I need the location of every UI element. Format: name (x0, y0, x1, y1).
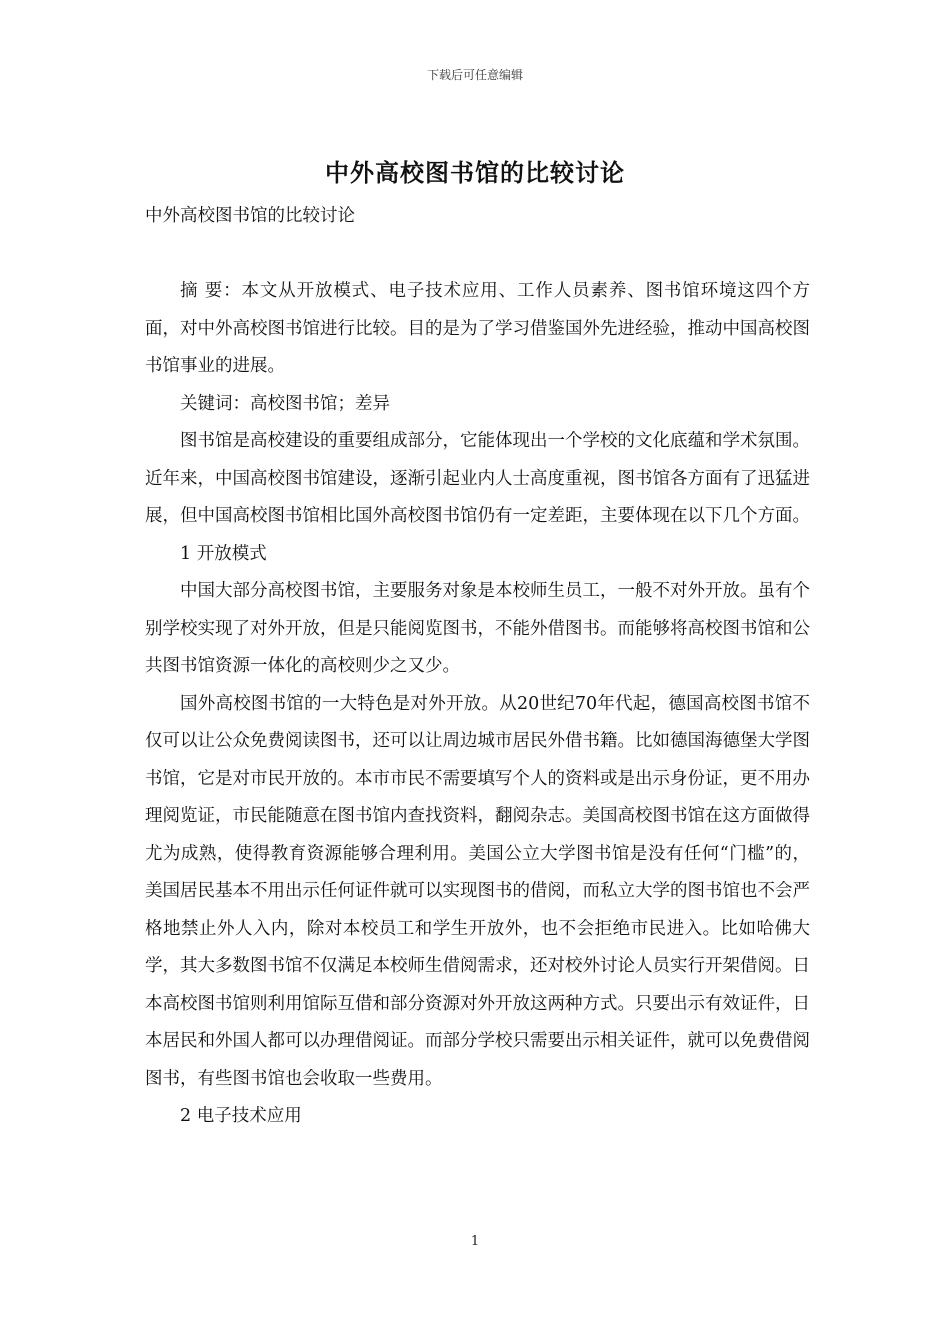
document-body (145, 198, 810, 1136)
document-title: 中外高校图书馆的比较讨论 (325, 158, 625, 187)
blank-line (145, 236, 810, 274)
intro-paragraph: 图书馆是高校建设的重要组成部分，它能体现出一个学校的文化底蕴和学术氛围。近年来，中国高校图书馆建设，逐渐引起业内人士高度重视，图书馆各方面有了迅猛进展，但中国高校图书馆相比国外高校图书馆仍有一定差距，主要体现在以下几个方面。 (145, 431, 810, 526)
section-1-paragraph-2: 国外高校图书馆的一大特色是对外开放。从20世纪70年代起，德国高校图书馆不仅可以让公众免费阅读图书，还可以让周边城市居民外借书籍。比如德国海德堡大学图书馆，它是对市民开放的。本市市民不需要填写个人的资料或是出示身份证，更不用办理阅览证，市民能随意在图书馆内查找资料，翻阅杂志。美国高校图书馆在这方面做得尤为成熟，使得教育资源能够合理利用。美国公立大学图书馆是没有任何“门槛”的，美国居民基本不用出示任何证件就可以实现图书的借阅，而私立大学的图书馆也不会严格地禁止外人入内，除对本校员工和学生开放外，也不会拒绝市民进入。比如哈佛大学，其大多数图书馆不仅满足本校师生借阅需求，还对校外讨论人员实行开架借阅。日本高校图书馆则利用馆际互借和部分资源对外开放这两种方式。只要出示有效证件，日本居民和外国人都可以办理借阅证。而部分学校只需要出示相关证件，就可以免费借阅图书，有些图书馆也会收取一些费用。 (145, 693, 810, 1089)
section-1-heading: 1 开放模式 (180, 543, 267, 564)
keywords-paragraph: 关键词：高校图书馆；差异 (180, 393, 390, 414)
section-1-paragraph-1: 中国大部分高校图书馆，主要服务对象是本校师生员工，一般不对外开放。虽有个别学校实现了对外开放，但是只能阅览图书，不能外借图书。而能够将高校图书馆和公共图书馆资源一体化的高校则少之又少。 (145, 581, 810, 676)
header-note: 下载后可任意编辑 (426, 68, 523, 82)
page-number: 1 (470, 1234, 480, 1249)
abstract-paragraph: 摘 要：本文从开放模式、电子技术应用、工作人员素养、图书馆环境这四个方面，对中外高校图书馆进行比较。目的是为了学习借鉴国外先进经验，推动中国高校图书馆事业的进展。 (145, 281, 810, 376)
document-subtitle: 中外高校图书馆的比较讨论 (145, 206, 355, 226)
section-2-heading: 2 电子技术应用 (180, 1106, 302, 1126)
